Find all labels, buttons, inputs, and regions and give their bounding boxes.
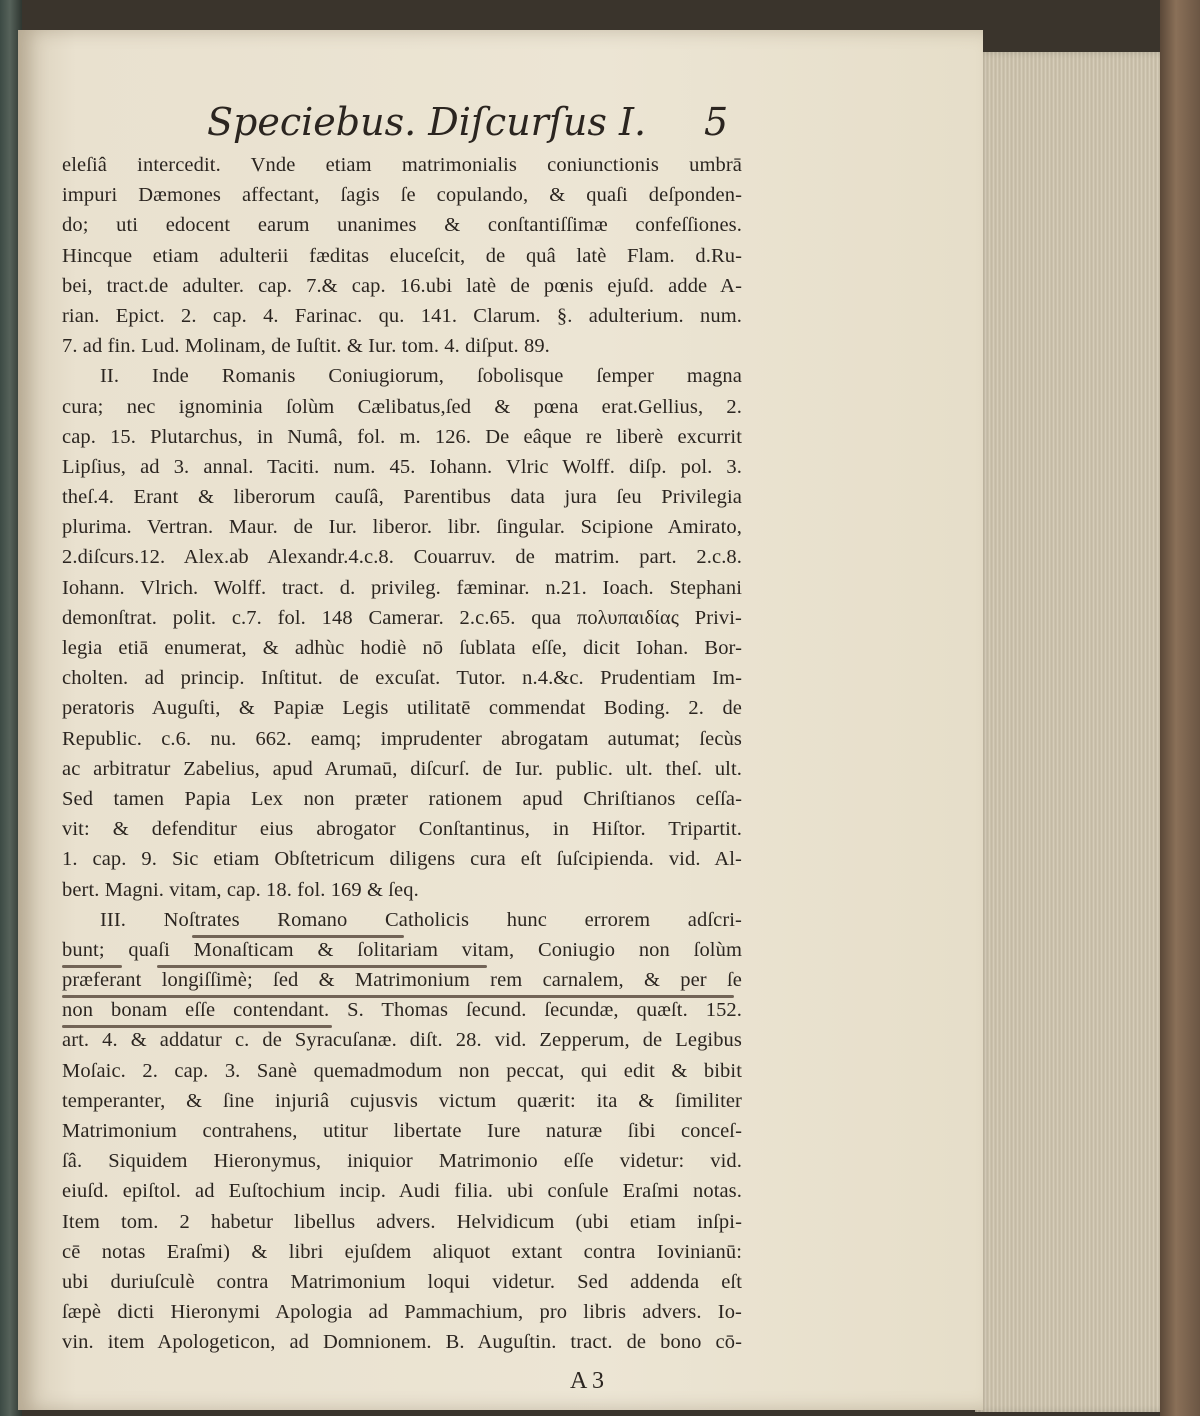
page-text-block <box>62 90 742 1404</box>
text-line: bert. Magni. vitam, cap. 18. fol. 169 & ſeq. <box>62 878 419 901</box>
signature-label: A 3 <box>570 1367 605 1394</box>
text-line: bunt; quaſi Monaſticam & ſolitariam vitam, Coniugio non ſolùm <box>62 938 742 961</box>
text-line: cura; nec ignominia ſolùm Cælibatus,ſed & pœna erat.Gellius, 2. <box>62 395 742 418</box>
text-line: do; uti edocent earum unanimes & conſtantiſſimæ confeſſiones. <box>62 214 742 237</box>
paragraph-start-line: II. Inde Romanis Coniugiorum, ſobolisque ſemper magna <box>100 365 742 388</box>
text-line: Sed tamen Papia Lex non præter rationem apud Chriſtianos ceſſa- <box>62 787 742 810</box>
text-line: cē notas Eraſmi) & libri ejuſdem aliquot extant contra Iovinianū: <box>62 1240 742 1263</box>
text-line: ac arbitratur Zabelius, apud Arumaū, diſcurſ. de Iur. public. ult. theſ. ult. <box>62 757 742 780</box>
paragraph-start-line: III. Noſtrates Romano Catholicis hunc errorem adſcri- <box>100 908 742 931</box>
text-line: vit: & defenditur eius abrogator Conſtantinus, in Hiſtor. Tripartit. <box>62 818 742 841</box>
text-line: impuri Dæmones affectant, ſagis ſe copulando, & quaſi deſponden- <box>62 184 742 207</box>
text-line: plurima. Vertran. Maur. de Iur. liberor. libr. ſingular. Scipione Amirato, <box>62 516 742 539</box>
handwritten-underline <box>62 965 122 968</box>
text-line: Moſaic. 2. cap. 3. Sanè quemadmodum non peccat, qui edit & bibit <box>62 1059 742 1082</box>
text-line: vin. item Apologeticon, ad Domnionem. B. Auguſtin. tract. de bono cō- <box>62 1331 742 1354</box>
text-line: Item tom. 2 habetur libellus advers. Helvidicum (ubi etiam inſpi- <box>62 1210 742 1233</box>
text-line: ubi duriuſculè contra Matrimonium loqui videtur. Sed addenda eſt <box>62 1270 742 1293</box>
text-line: cap. 15. Plutarchus, in Numâ, fol. m. 126. De eâque re liberè excurrit <box>62 425 742 448</box>
text-line: peratoris Auguſti, & Papiæ Legis utilitatē commendat Boding. 2. de <box>62 697 742 720</box>
text-line: art. 4. & addatur c. de Syracuſanæ. diſt. 28. vid. Zepperum, de Legibus <box>62 1029 742 1052</box>
binding-right <box>1160 0 1200 1416</box>
text-line: Lipſius, ad 3. annal. Taciti. num. 45. Iohann. Vlric Wolff. diſp. pol. 3. <box>62 455 742 478</box>
body-text <box>62 150 742 1358</box>
page-edges <box>975 52 1165 1412</box>
text-line: legia etiā enumerat, & adhùc hodiè nō ſublata eſſe, dicit Iohan. Bor- <box>62 637 742 659</box>
text-line: eiuſd. epiſtol. ad Euſtochium incip. Audi filia. ubi conſule Eraſmi notas. <box>62 1180 742 1203</box>
text-line: demonſtrat. polit. c.7. fol. 148 Camerar. 2.c.65. qua πολυπαιδίας Privi- <box>62 606 742 629</box>
text-line: temperanter, & ſine injuriâ cujusvis victum quærit: ita & ſimiliter <box>62 1089 742 1112</box>
handwritten-underline <box>62 1025 332 1028</box>
signature-mark <box>62 1364 742 1404</box>
text-line: non bonam eſſe contendant. S. Thomas ſecund. ſecundæ, quæſt. 152. <box>62 999 742 1022</box>
text-line: 7. ad fin. Lud. Molinam, de Iuſtit. & Iur. tom. 4. diſput. 89. <box>62 335 550 358</box>
text-line: Hincque etiam adulterii fæditas eluceſcit, de quâ latè Flam. d.Ru- <box>62 244 742 267</box>
text-line: rian. Epict. 2. cap. 4. Farinac. qu. 141. Clarum. §. adulterium. num. <box>62 304 742 327</box>
page-number: 5 <box>704 100 729 144</box>
text-line: Republic. c.6. nu. 662. eamq; imprudenter abrogatam autumat; ſecùs <box>62 727 742 750</box>
text-line: eleſiâ intercedit. Vnde etiam matrimonialis coniunctionis umbrā <box>62 154 742 176</box>
handwritten-underline <box>157 965 487 968</box>
text-line: Matrimonium contrahens, utitur libertate Iure naturæ ſibi conceſ- <box>62 1120 742 1142</box>
handwritten-underline <box>192 935 404 938</box>
text-line: ſâ. Siquidem Hieronymus, iniquior Matrimonio eſſe videtur: vid. <box>62 1150 742 1173</box>
text-line: cholten. ad princip. Inſtitut. de excuſat. Tutor. n.4.&c. Prudentiam Im- <box>62 667 742 690</box>
text-line: theſ.4. Erant & liberorum cauſâ, Parentibus data jura ſeu Privilegia <box>62 486 742 509</box>
running-head <box>62 90 742 150</box>
text-line: 1. cap. 9. Sic etiam Obſtetricum diligens cura eſt ſuſcipienda. vid. Al- <box>62 848 742 871</box>
text-line: ſæpè dicti Hieronymi Apologia ad Pammachium, pro libris advers. Io- <box>62 1301 742 1324</box>
text-line: 2.diſcurs.12. Alex.ab Alexandr.4.c.8. Couarruv. de matrim. part. 2.c.8. <box>62 546 742 569</box>
text-line: Iohann. Vlrich. Wolff. tract. d. privileg. fæminar. n.21. Ioach. Stephani <box>62 576 742 599</box>
running-head-title: Speciebus. Diſcurſus I. <box>207 100 647 144</box>
text-line: bei, tract.de adulter. cap. 7.& cap. 16.ubi latè de pœnis ejuſd. adde A- <box>62 274 742 297</box>
text-line: præferant longiſſimè; ſed & Matrimonium rem carnalem, & per ſe <box>62 969 742 992</box>
handwritten-underline <box>62 995 734 998</box>
